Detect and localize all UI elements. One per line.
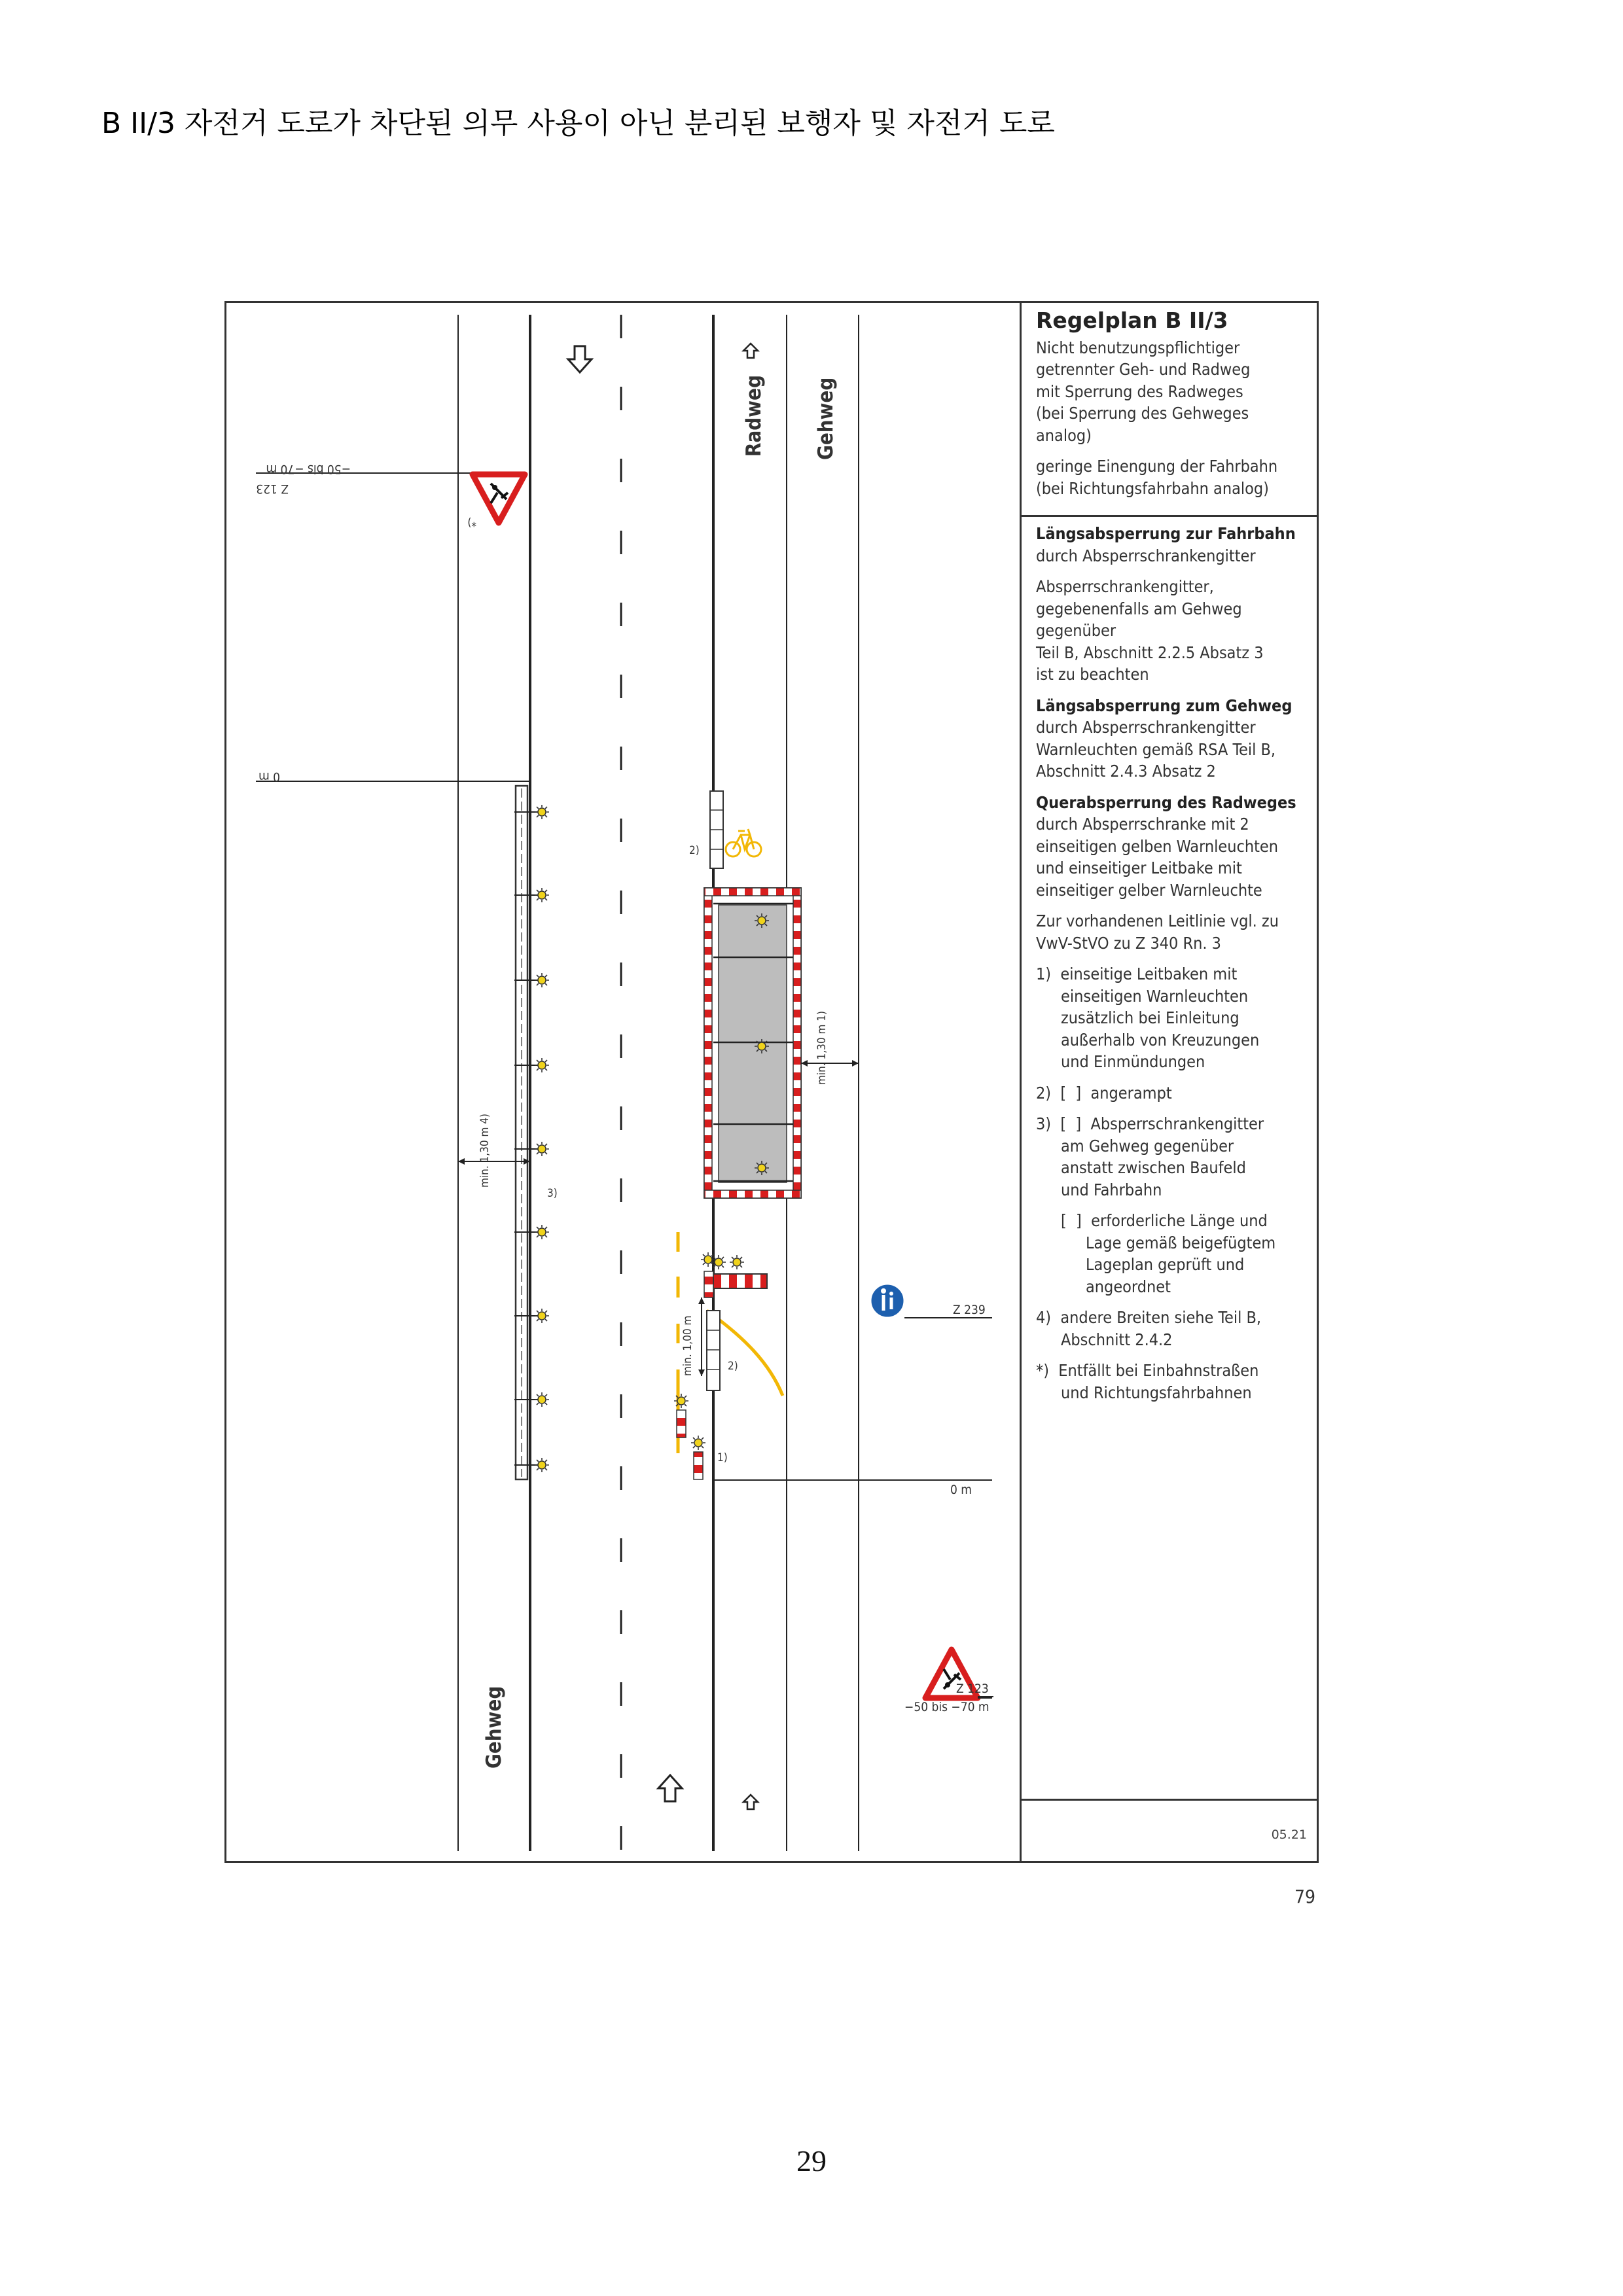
note-2b: 2) xyxy=(728,1360,738,1373)
gehweg-left-label: Gehweg xyxy=(482,1686,506,1769)
plan-subtitle: Nicht benutzungspflichtiger getrennter Geh- und Radweg mit Sperrung des Radweges (bei Sperrung des Gehweges analog) xyxy=(1036,338,1251,445)
warning-lamps-left xyxy=(535,805,549,1472)
left-longitudinal-barrier xyxy=(514,786,549,1479)
leitbake-2 xyxy=(691,1436,705,1479)
s1-note: Absperrschrankengitter, gegebenenfalls am Gehweg gegenüber Teil B, Abschnitt 2.2.5 Absatz 3 ist zu beachten xyxy=(1036,577,1264,684)
top-sign-distance: −50 bis −70 m xyxy=(266,462,351,476)
note-2a: 2) xyxy=(689,844,700,857)
legend-panel xyxy=(1020,303,1319,1863)
s2-body: durch Absperrschrankengitter Warnleuchten gemäß RSA Teil B, Abschnitt 2.4.3 Absatz 2 xyxy=(1036,718,1276,781)
road-diagram xyxy=(226,303,1020,1863)
leitlinie-note: Zur vorhandenen Leitlinie vgl. zu VwV-StVO zu Z 340 Rn. 3 xyxy=(1036,911,1279,953)
regelplan-plate xyxy=(224,301,1319,1863)
gehweg-right-label: Gehweg xyxy=(814,377,838,460)
zero-left: 0 m xyxy=(259,769,280,784)
page-heading: B II/3 자전거 도로가 차단된 의무 사용이 아닌 분리된 보행자 및 자전거 도로 xyxy=(101,107,1055,140)
s3-body: durch Absperrschranke mit 2 einseitigen gelben Warnleuchten und einseitiger Leitbake mit einseitiger gelber Warnleuchte xyxy=(1036,815,1279,900)
roadwork-warning-sign-icon xyxy=(473,474,525,523)
plate-number: 79 xyxy=(1294,1886,1316,1907)
ramp-bottom xyxy=(707,1311,720,1390)
note-3: 3) xyxy=(547,1187,558,1200)
footnote-1: 1) einseitige Leitbaken mit einseitigen Warnleuchten zusätzlich bei Einleitung außerhalb von Kreuzungen und Einmündungen xyxy=(1036,964,1260,1071)
plan-narrowing: geringe Einengung der Fahrbahn (bei Richtungsfahrbahn analog) xyxy=(1036,457,1278,498)
bicycle-icon xyxy=(726,829,761,857)
min-130-right: min. 1,30 m 1) xyxy=(815,1011,829,1085)
footnote-4: 4) andere Breiten siehe Teil B, Abschnitt 2.4.2 xyxy=(1036,1308,1262,1349)
note-1: 1) xyxy=(717,1451,728,1464)
arrow-up-icon xyxy=(658,1775,682,1801)
s2-head: Längsabsperrung zum Gehweg xyxy=(1036,696,1293,715)
cross-barrier-radweg xyxy=(701,1252,767,1298)
min-130-left: min. 1,30 m 4) xyxy=(478,1114,491,1188)
date-code: 05.21 xyxy=(1271,1828,1307,1842)
top-sign-note: *) xyxy=(467,516,476,529)
top-sign-code: Z 123 xyxy=(256,482,289,496)
min-100: min. 1,00 m xyxy=(681,1315,694,1376)
radweg-label: Radweg xyxy=(742,375,766,457)
footnote-3: 3) [ ] Absperrschrankengitter am Gehweg gegenüber anstatt zwischen Baufeld und Fahrbahn xyxy=(1036,1114,1264,1199)
bottom-sign-distance: −50 bis −70 m xyxy=(904,1700,990,1714)
s1-body: durch Absperrschrankengitter xyxy=(1036,546,1256,565)
s1-head: Längsabsperrung zur Fahrbahn xyxy=(1036,524,1296,543)
z239-label: Z 239 xyxy=(953,1303,986,1317)
footnote-2: 2) [ ] angerampt xyxy=(1036,1083,1172,1103)
s3-head: Querabsperrung des Radweges xyxy=(1036,792,1296,812)
footnote-3b: [ ] erforderliche Länge und Lage gemäß beigefügtem Lageplan geprüft und angeordnet xyxy=(1061,1211,1276,1296)
zero-right: 0 m xyxy=(950,1483,972,1497)
page-number: 29 xyxy=(796,2144,827,2178)
plan-title: Regelplan B II/3 xyxy=(1036,308,1228,333)
leitbake-1 xyxy=(674,1394,688,1438)
work-area-enclosure xyxy=(704,888,801,1198)
bottom-sign-code: Z 123 xyxy=(956,1682,989,1696)
pedestrian-sign-icon xyxy=(870,1284,904,1318)
footnote-5: *) Entfällt bei Einbahnstraßen und Richtungsfahrbahnen xyxy=(1036,1361,1259,1402)
arrow-down-icon xyxy=(568,346,592,372)
